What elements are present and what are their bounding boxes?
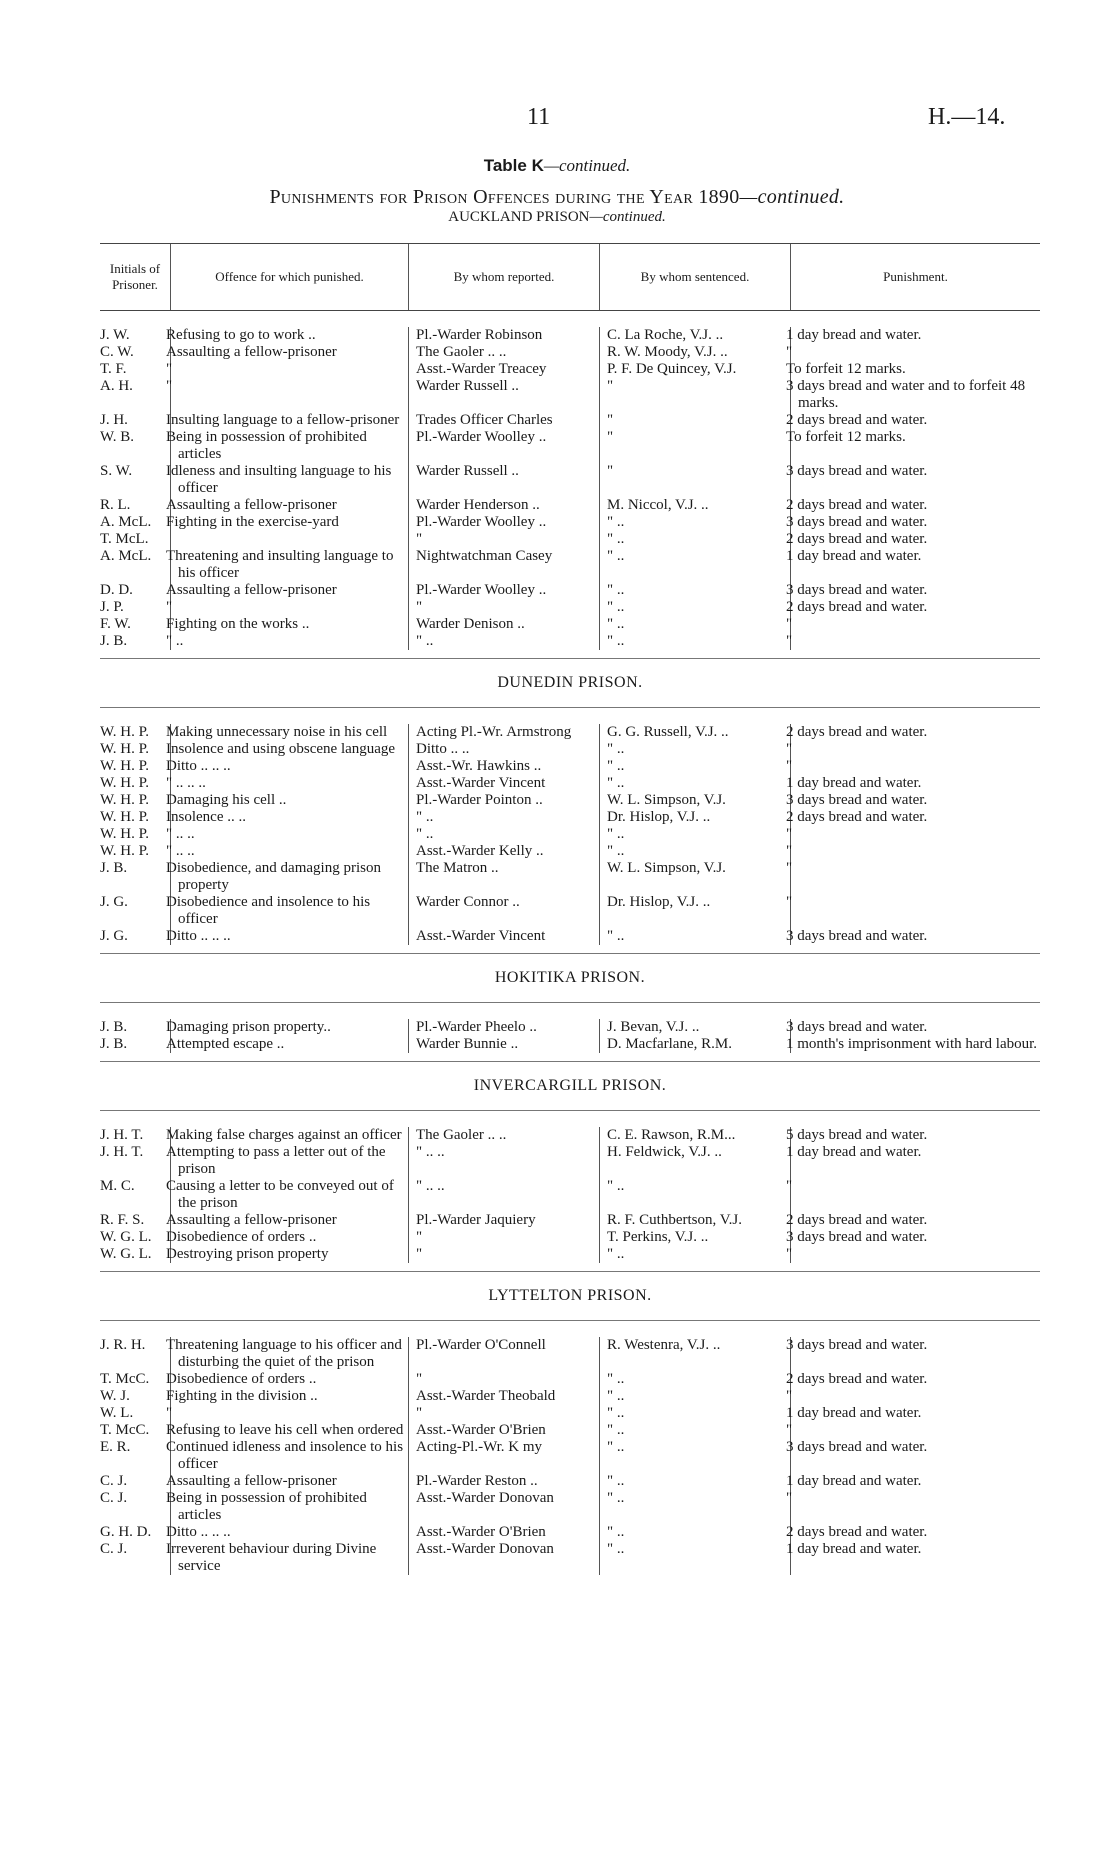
cell-initials: T. McL. [100, 531, 149, 547]
table-row [100, 1144, 1040, 1178]
cell-offence: Damaging his cell .. [170, 792, 408, 809]
header-initials: Initials of Prisoner. [109, 261, 161, 292]
cell-sentenced: " [599, 412, 790, 429]
punishments-table [100, 243, 1040, 1583]
cell-sentenced: " .. [599, 843, 790, 860]
table-header [100, 243, 1040, 311]
cell-sentenced: " .. [599, 548, 790, 582]
cell-punishment: " [790, 1422, 1040, 1439]
cell-reported: Pl.-Warder Pointon .. [408, 792, 599, 809]
table-row [100, 1439, 1040, 1473]
cell-offence: Destroying prison property [170, 1246, 408, 1263]
cell-initials: M. C. [100, 1178, 135, 1194]
cell-initials: T. McC. [100, 1371, 150, 1387]
cell-punishment: To forfeit 12 marks. [790, 429, 1040, 463]
cell-reported: Warder Bunnie .. [408, 1036, 599, 1053]
cell-sentenced: " .. [599, 1246, 790, 1263]
cell-sentenced: " .. [599, 1473, 790, 1490]
cell-reported: " .. [408, 633, 599, 650]
subtitle-continued: —continued. [739, 186, 845, 208]
cell-offence: Damaging prison property.. [170, 1019, 408, 1036]
table-title-main: Table K [483, 156, 544, 175]
cell-initials: T. F. [100, 361, 127, 377]
table-row [100, 514, 1040, 531]
cell-offence: Idleness and insulting language to his officer [170, 463, 408, 497]
cell-initials: C. J. [100, 1473, 128, 1489]
table-title-continued: —continued. [543, 156, 631, 175]
cell-offence: Disobedience, and damaging prison property [170, 860, 408, 894]
header-reported: By whom reported. [408, 244, 599, 310]
cell-punishment: " [790, 843, 1040, 860]
cell-reported: Pl.-Warder Robinson [408, 327, 599, 344]
cell-initials: C. J. [100, 1541, 128, 1557]
page-number: 11 [527, 104, 551, 130]
cell-reported: Pl.-Warder Woolley .. [408, 429, 599, 463]
table-row [100, 843, 1040, 860]
cell-reported: " [408, 1229, 599, 1246]
header-punishment: Punishment. [790, 244, 1040, 310]
cell-offence: Causing a letter to be conveyed out of the prison [170, 1178, 408, 1212]
cell-sentenced: " .. [599, 1439, 790, 1473]
cell-offence: " [170, 1405, 408, 1422]
cell-initials: W. G. L. [100, 1246, 152, 1262]
first-section-title [0, 209, 1114, 226]
cell-punishment: 2 days bread and water. [790, 531, 1040, 548]
cell-sentenced: C. La Roche, V.J. .. [599, 327, 790, 344]
table-row [100, 633, 1040, 650]
table-row [100, 378, 1040, 412]
cell-punishment: 1 day bread and water. [790, 1144, 1040, 1178]
cell-initials: A. McL. [100, 548, 152, 564]
prison-section [100, 1271, 1040, 1583]
table-row [100, 1229, 1040, 1246]
cell-punishment: " [790, 741, 1040, 758]
cell-offence: Making unnecessary noise in his cell [170, 724, 408, 741]
cell-initials: R. L. [100, 497, 131, 513]
cell-punishment: 3 days bread and water. [790, 1229, 1040, 1246]
cell-sentenced: " [599, 429, 790, 463]
cell-punishment: " [790, 1490, 1040, 1524]
prison-section [100, 953, 1040, 1061]
table-row [100, 1388, 1040, 1405]
table-row [100, 463, 1040, 497]
cell-reported: Asst.-Warder Vincent [408, 928, 599, 945]
table-row [100, 497, 1040, 514]
cell-offence: " .. .. [170, 826, 408, 843]
cell-sentenced: " .. [599, 599, 790, 616]
cell-sentenced: " .. [599, 582, 790, 599]
cell-punishment: " [790, 826, 1040, 843]
cell-reported: Asst.-Warder Donovan [408, 1490, 599, 1524]
cell-initials: D. D. [100, 582, 133, 598]
cell-initials: W. H. P. [100, 724, 150, 740]
cell-sentenced: " .. [599, 633, 790, 650]
cell-offence: Fighting in the division .. [170, 1388, 408, 1405]
cell-punishment: 2 days bread and water. [790, 809, 1040, 826]
cell-sentenced: " .. [599, 741, 790, 758]
prison-section [100, 1061, 1040, 1271]
cell-offence: Assaulting a fellow-prisoner [170, 582, 408, 599]
cell-reported: Warder Russell .. [408, 463, 599, 497]
cell-initials: W. H. P. [100, 843, 150, 859]
cell-punishment: 1 day bread and water. [790, 327, 1040, 344]
table-row [100, 1212, 1040, 1229]
table-row [100, 1422, 1040, 1439]
page-reference: H.—14. [928, 104, 1006, 130]
table-row [100, 429, 1040, 463]
table-row [100, 1473, 1040, 1490]
cell-sentenced: G. G. Russell, V.J. .. [599, 724, 790, 741]
cell-sentenced: C. E. Rawson, R.M... [599, 1127, 790, 1144]
cell-offence: " [170, 361, 408, 378]
cell-initials: R. F. S. [100, 1212, 145, 1228]
cell-initials: W. H. P. [100, 809, 150, 825]
cell-reported: Pl.-Warder Pheelo .. [408, 1019, 599, 1036]
table-row [100, 1178, 1040, 1212]
cell-reported: Pl.-Warder Jaquiery [408, 1212, 599, 1229]
cell-sentenced: " .. [599, 1388, 790, 1405]
cell-reported: Warder Connor .. [408, 894, 599, 928]
cell-initials: S. W. [100, 463, 133, 479]
table-row [100, 548, 1040, 582]
table-row [100, 1337, 1040, 1371]
cell-reported: Pl.-Warder Reston .. [408, 1473, 599, 1490]
cell-initials: E. R. [100, 1439, 131, 1455]
cell-offence: Being in possession of prohibited articles [170, 429, 408, 463]
cell-punishment: 3 days bread and water. [790, 792, 1040, 809]
table-row [100, 724, 1040, 741]
cell-sentenced: D. Macfarlane, R.M. [599, 1036, 790, 1053]
cell-reported: Pl.-Warder Woolley .. [408, 514, 599, 531]
table-row [100, 1019, 1040, 1036]
cell-initials: W. G. L. [100, 1229, 152, 1245]
cell-reported: The Matron .. [408, 860, 599, 894]
cell-reported: " [408, 1371, 599, 1388]
cell-reported: Warder Denison .. [408, 616, 599, 633]
cell-initials: W. H. P. [100, 792, 150, 808]
cell-offence: " [170, 599, 408, 616]
cell-reported: " [408, 599, 599, 616]
cell-initials: W. H. P. [100, 741, 150, 757]
cell-initials: T. McC. [100, 1422, 150, 1438]
section-rows [100, 1003, 1040, 1061]
cell-reported: Asst.-Warder Donovan [408, 1541, 599, 1575]
cell-sentenced: R. W. Moody, V.J. .. [599, 344, 790, 361]
cell-sentenced: H. Feldwick, V.J. .. [599, 1144, 790, 1178]
cell-punishment: " [790, 616, 1040, 633]
cell-offence: Insolence and using obscene language [170, 741, 408, 758]
table-title [0, 156, 1114, 176]
cell-sentenced: " .. [599, 928, 790, 945]
cell-offence: Fighting on the works .. [170, 616, 408, 633]
cell-sentenced: W. L. Simpson, V.J. [599, 792, 790, 809]
table-row [100, 1524, 1040, 1541]
table-row [100, 809, 1040, 826]
cell-reported: Warder Russell .. [408, 378, 599, 412]
cell-punishment: 3 days bread and water. [790, 463, 1040, 497]
cell-initials: W. H. P. [100, 758, 150, 774]
cell-offence [170, 531, 408, 548]
table-row [100, 327, 1040, 344]
cell-offence: Attempted escape .. [170, 1036, 408, 1053]
table-row [100, 1541, 1040, 1575]
cell-offence: Assaulting a fellow-prisoner [170, 344, 408, 361]
cell-initials: J. G. [100, 894, 128, 910]
cell-punishment: 2 days bread and water. [790, 1371, 1040, 1388]
prison-section-title: DUNEDIN PRISON. [100, 658, 1040, 708]
table-row [100, 826, 1040, 843]
cell-initials: J. H. [100, 412, 128, 428]
cell-reported: " .. [408, 809, 599, 826]
cell-reported: Asst.-Wr. Hawkins .. [408, 758, 599, 775]
cell-punishment: 1 day bread and water. [790, 1405, 1040, 1422]
table-row [100, 344, 1040, 361]
cell-punishment: 3 days bread and water. [790, 1019, 1040, 1036]
table-subtitle [0, 186, 1114, 209]
cell-initials: C. J. [100, 1490, 128, 1506]
cell-initials: A. H. [100, 378, 133, 394]
cell-offence: Ditto .. .. .. [170, 758, 408, 775]
cell-initials: J. B. [100, 1036, 128, 1052]
cell-punishment: 3 days bread and water. [790, 928, 1040, 945]
cell-offence: Irreverent behaviour during Divine service [170, 1541, 408, 1575]
cell-punishment: 2 days bread and water. [790, 1524, 1040, 1541]
cell-initials: J. G. [100, 928, 128, 944]
cell-offence: " .. [170, 633, 408, 650]
cell-punishment: 5 days bread and water. [790, 1127, 1040, 1144]
prison-section [100, 658, 1040, 953]
cell-punishment: " [790, 860, 1040, 894]
table-row [100, 599, 1040, 616]
cell-offence: Refusing to go to work .. [170, 327, 408, 344]
cell-initials: W. L. [100, 1405, 134, 1421]
table-row [100, 894, 1040, 928]
cell-reported: Trades Officer Charles [408, 412, 599, 429]
cell-punishment: 3 days bread and water. [790, 582, 1040, 599]
cell-reported: The Gaoler .. .. [408, 1127, 599, 1144]
cell-reported: Warder Henderson .. [408, 497, 599, 514]
cell-initials: F. W. [100, 616, 131, 632]
prison-section-title: INVERCARGILL PRISON. [100, 1061, 1040, 1111]
first-section-continued: —continued. [589, 209, 666, 225]
cell-reported: Asst.-Warder O'Brien [408, 1524, 599, 1541]
table-row [100, 741, 1040, 758]
cell-initials: W. B. [100, 429, 135, 445]
cell-offence: Threatening and insulting language to his officer [170, 548, 408, 582]
cell-offence: Being in possession of prohibited articles [170, 1490, 408, 1524]
table-row [100, 928, 1040, 945]
cell-offence: " .. .. [170, 843, 408, 860]
cell-reported: Pl.-Warder O'Connell [408, 1337, 599, 1371]
cell-sentenced: " .. [599, 531, 790, 548]
cell-sentenced: " .. [599, 616, 790, 633]
table-row [100, 412, 1040, 429]
cell-reported: Asst.-Warder Kelly .. [408, 843, 599, 860]
cell-initials: J. B. [100, 860, 128, 876]
cell-offence: Ditto .. .. .. [170, 1524, 408, 1541]
cell-sentenced: " [599, 463, 790, 497]
cell-punishment: 2 days bread and water. [790, 599, 1040, 616]
cell-punishment: 1 day bread and water. [790, 775, 1040, 792]
cell-offence: Disobedience and insolence to his officer [170, 894, 408, 928]
cell-offence: Assaulting a fellow-prisoner [170, 497, 408, 514]
cell-sentenced: " .. [599, 1524, 790, 1541]
cell-initials: J. B. [100, 633, 128, 649]
cell-offence: Insolence .. .. [170, 809, 408, 826]
table-row [100, 792, 1040, 809]
cell-initials: J. H. T. [100, 1127, 144, 1143]
cell-sentenced: " .. [599, 514, 790, 531]
cell-sentenced: " .. [599, 1178, 790, 1212]
cell-reported: Asst.-Warder Vincent [408, 775, 599, 792]
section-rows [100, 708, 1040, 953]
cell-reported: " .. [408, 826, 599, 843]
cell-reported: Asst.-Warder Treacey [408, 361, 599, 378]
cell-sentenced: R. Westenra, V.J. .. [599, 1337, 790, 1371]
cell-sentenced: T. Perkins, V.J. .. [599, 1229, 790, 1246]
cell-punishment: 3 days bread and water and to forfeit 48 marks. [790, 378, 1040, 412]
cell-punishment: " [790, 1178, 1040, 1212]
cell-initials: J. H. T. [100, 1144, 144, 1160]
table-row [100, 531, 1040, 548]
cell-offence: Refusing to leave his cell when ordered [170, 1422, 408, 1439]
cell-reported: Pl.-Warder Woolley .. [408, 582, 599, 599]
cell-initials: J. R. H. [100, 1337, 146, 1353]
cell-offence: Making false charges against an officer [170, 1127, 408, 1144]
cell-punishment: 1 month's imprisonment with hard labour. [790, 1036, 1040, 1053]
cell-punishment: 3 days bread and water. [790, 514, 1040, 531]
table-row [100, 1036, 1040, 1053]
section-rows [100, 1111, 1040, 1271]
cell-sentenced: " .. [599, 775, 790, 792]
table-row [100, 1127, 1040, 1144]
table-row [100, 758, 1040, 775]
cell-punishment: 1 day bread and water. [790, 1541, 1040, 1575]
cell-initials: G. H. D. [100, 1524, 152, 1540]
cell-punishment: " [790, 894, 1040, 928]
cell-sentenced: " .. [599, 1541, 790, 1575]
cell-reported: " [408, 1246, 599, 1263]
cell-sentenced: W. L. Simpson, V.J. [599, 860, 790, 894]
cell-offence: Threatening language to his officer and disturbing the quiet of the prison [170, 1337, 408, 1371]
cell-punishment: 2 days bread and water. [790, 1212, 1040, 1229]
cell-punishment: 2 days bread and water. [790, 497, 1040, 514]
cell-initials: A. McL. [100, 514, 152, 530]
cell-punishment: " [790, 1246, 1040, 1263]
cell-reported: " .. .. [408, 1178, 599, 1212]
cell-sentenced: " [599, 378, 790, 412]
cell-punishment: 2 days bread and water. [790, 724, 1040, 741]
cell-sentenced: Dr. Hislop, V.J. .. [599, 894, 790, 928]
cell-sentenced: " .. [599, 758, 790, 775]
table-row [100, 582, 1040, 599]
cell-punishment: " [790, 633, 1040, 650]
cell-offence: Assaulting a fellow-prisoner [170, 1473, 408, 1490]
header-sentenced: By whom sentenced. [599, 244, 790, 310]
table-row [100, 860, 1040, 894]
table-row [100, 616, 1040, 633]
cell-punishment: 1 day bread and water. [790, 548, 1040, 582]
cell-initials: W. H. P. [100, 775, 150, 791]
cell-offence: Insulting language to a fellow-prisoner [170, 412, 408, 429]
cell-initials: W. J. [100, 1388, 130, 1404]
section-rows [100, 311, 1040, 658]
cell-punishment: 2 days bread and water. [790, 412, 1040, 429]
cell-sentenced: " .. [599, 1371, 790, 1388]
table-row [100, 1246, 1040, 1263]
cell-offence: Fighting in the exercise-yard [170, 514, 408, 531]
table-row [100, 1371, 1040, 1388]
cell-punishment: 3 days bread and water. [790, 1439, 1040, 1473]
cell-sentenced: " .. [599, 826, 790, 843]
cell-reported: " .. .. [408, 1144, 599, 1178]
cell-reported: Ditto .. .. [408, 741, 599, 758]
cell-initials: W. H. P. [100, 826, 150, 842]
prison-section-title: LYTTELTON PRISON. [100, 1271, 1040, 1321]
cell-reported: Acting Pl.-Wr. Armstrong [408, 724, 599, 741]
cell-offence: " .. .. .. [170, 775, 408, 792]
prison-section-title: HOKITIKA PRISON. [100, 953, 1040, 1003]
cell-sentenced: J. Bevan, V.J. .. [599, 1019, 790, 1036]
cell-sentenced: " .. [599, 1405, 790, 1422]
cell-punishment: " [790, 1388, 1040, 1405]
table-row [100, 1405, 1040, 1422]
table-row [100, 361, 1040, 378]
cell-sentenced: " .. [599, 1422, 790, 1439]
cell-offence: Disobedience of orders .. [170, 1371, 408, 1388]
cell-reported: " [408, 531, 599, 548]
cell-offence: Continued idleness and insolence to his officer [170, 1439, 408, 1473]
cell-offence: Attempting to pass a letter out of the prison [170, 1144, 408, 1178]
cell-offence: " [170, 378, 408, 412]
cell-offence: Assaulting a fellow-prisoner [170, 1212, 408, 1229]
cell-punishment: To forfeit 12 marks. [790, 361, 1040, 378]
subtitle-main: Punishments for Prison Offences during the Year 1890 [269, 186, 740, 208]
cell-offence: Ditto .. .. .. [170, 928, 408, 945]
cell-sentenced: R. F. Cuthbertson, V.J. [599, 1212, 790, 1229]
cell-punishment: " [790, 758, 1040, 775]
cell-punishment: 3 days bread and water. [790, 1337, 1040, 1371]
cell-initials: J. W. [100, 327, 130, 343]
prison-section [100, 311, 1040, 658]
cell-reported: Asst.-Warder O'Brien [408, 1422, 599, 1439]
cell-reported: Nightwatchman Casey [408, 548, 599, 582]
cell-sentenced: Dr. Hislop, V.J. .. [599, 809, 790, 826]
cell-initials: C. W. [100, 344, 134, 360]
cell-reported: The Gaoler .. .. [408, 344, 599, 361]
cell-initials: J. P. [100, 599, 124, 615]
cell-punishment: " [790, 344, 1040, 361]
first-section-name: AUCKLAND PRISON [448, 209, 590, 225]
header-offence: Offence for which punished. [170, 244, 408, 310]
cell-reported: Asst.-Warder Theobald [408, 1388, 599, 1405]
cell-reported: Acting-Pl.-Wr. K my [408, 1439, 599, 1473]
cell-punishment: 1 day bread and water. [790, 1473, 1040, 1490]
cell-initials: J. B. [100, 1019, 128, 1035]
table-row [100, 1490, 1040, 1524]
table-row [100, 775, 1040, 792]
cell-sentenced: " .. [599, 1490, 790, 1524]
cell-reported: " [408, 1405, 599, 1422]
cell-offence: Disobedience of orders .. [170, 1229, 408, 1246]
cell-sentenced: M. Niccol, V.J. .. [599, 497, 790, 514]
section-rows [100, 1321, 1040, 1583]
table-sections [100, 311, 1040, 1583]
cell-sentenced: P. F. De Quincey, V.J. [599, 361, 790, 378]
